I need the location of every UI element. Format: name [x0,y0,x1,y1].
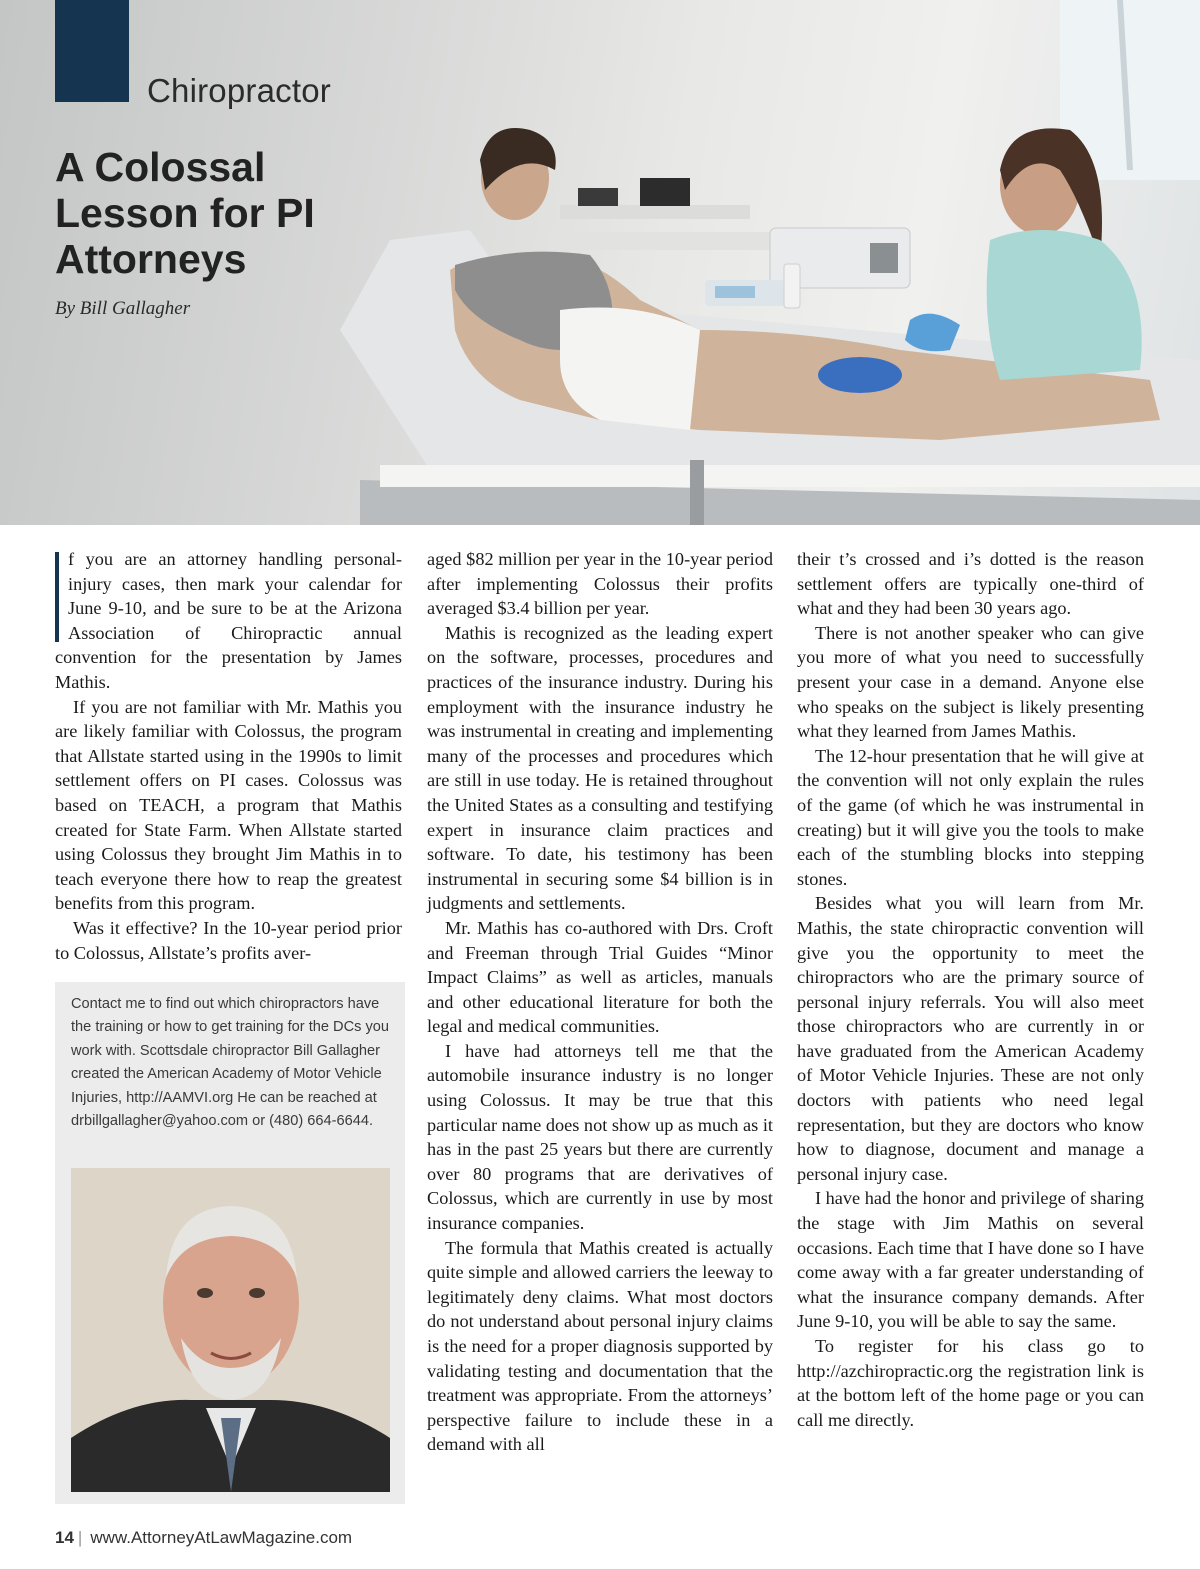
paragraph: The formula that Mathis created is actually quite simple and allowed carriers the leeway to legitimately deny claims. What most doctors do not understand about personal injury claims is the need for a proper diagnosis supported by validating testing and documentation that the treatment was appropriate. From the attorneys’ perspective failure to include these in a demand with all [427,1237,773,1455]
author-sidebar [55,982,405,1504]
magazine-url[interactable]: www.AttorneyAtLawMagazine.com [90,1528,353,1547]
author-portrait-illustration [71,1168,390,1492]
paragraph [55,547,402,695]
headline [55,144,415,282]
paragraph: Besides what you will learn from Mr. Mathis, the state chiropractic convention will give you the opportunity to meet the chiropractors who are the primary source of personal injury referrals. You will also meet those chiropractors who are currently in or have graduated from the American Academy of Motor Vehicle Injuries. These are not only doctors with patients who need legal representation, but they are doctors who know how to diagnose, document and manage a personal injury case. [797,893,1144,1184]
headline-line: A Colossal [55,144,266,190]
paragraph: I have had the honor and privilege of sharing the stage with Jim Mathis on several occasions. Each time that I have done so I have come away with a far greater understanding of what the insurance company demands. After June 9-10, you will be able to say the same. [797,1188,1144,1332]
footer-separator: | [77,1528,83,1547]
article-column-1 [55,547,402,965]
author-portrait [71,1168,390,1492]
hero-photo [0,0,1200,525]
paragraph: I have had attorneys tell me that the automobile insurance industry is no longer using Colossus. It may be true that this particular name does not show up as much as it has in the past 25 years but there are currently over 80 programs that are derivatives of Colossus, which are currently in use by most insurance companies. [427,1040,773,1234]
page-footer [55,1528,352,1548]
article-column-2 [427,547,773,1457]
paragraph: Was it effective? In the 10-year period prior to Colossus, Allstate’s profits aver- [55,917,402,963]
page-number: 14 [55,1528,74,1547]
paragraph-text: f you are an attorney handling personal-injury cases, then mark your calendar for June 9-10, and be sure to be at the Arizona Association of Chiropractic annual convention for the presentation by James Mathis. [55,549,402,692]
author-contact-text: Contact me to find out which chiropractors have the training or how to get training for the DCs you work with. Scottsdale chiropractor Bill Gallagher created the American Academy of Motor Vehicle Injuries, http://AAMVI.org He can be reached at drbillgallagher@yahoo.com or (480) 664-6644. [71,996,389,1130]
headline-line: Attorneys [55,236,247,282]
paragraph: aged $82 million per year in the 10-year period after implementing Colossus their profits averaged $3.4 billion per year. [427,549,773,619]
accent-block [55,0,129,102]
paragraph: To register for his class go to http://azchiropractic.org the registration link is at the bottom left of the home page or you can call me directly. [797,1336,1144,1430]
byline: By Bill Gallagher [55,298,191,319]
paragraph: Mathis is recognized as the leading expert on the software, processes, procedures and practices of the insurance industry. During his employment with the insurance industry he was instrumental in creating and implementing many of the processes and procedures which are still in use today. He is retained throughout the United States as a consulting and testifying expert in insurance claim practices and software. To date, his testimony has been instrumental in securing some $4 billion is in judgments and settlements. [427,622,773,914]
headline-line: Lesson for PI [55,190,315,236]
paragraph: If you are not familiar with Mr. Mathis you are likely familiar with Colossus, the program that Allstate started using in the 1990s to limit settlement offers on PI cases. Colossus was based on TEACH, a program that Mathis created for State Farm. When Allstate started using Colossus they brought Jim Mathis in to teach everyone there how to reap the greatest benefits from this program. [55,696,402,914]
paragraph: The 12-hour presentation that he will give at the convention will not only explain the rules of the game (of which he was instrumental in creating) but it will give you the tools to make each of the stumbling blocks into stepping stones. [797,745,1144,889]
paragraph: Mr. Mathis has co-authored with Drs. Croft and Freeman through Trial Guides “Minor Impact Claims” as well as articles, manuals and other educational literature for both the legal and medical communities. [427,917,773,1037]
paragraph: There is not another speaker who can give you more of what you need to successfully present your case in a demand. Anyone else who speaks on the subject is likely presenting what they learned from James Mathis. [797,622,1144,742]
section-label: Chiropractor [147,72,331,109]
paragraph: their t’s crossed and i’s dotted is the reason settlement offers are typically one-third of what and they had been 30 years ago. [797,549,1144,619]
dropcap-bar [55,552,59,642]
article-column-3 [797,547,1144,1432]
